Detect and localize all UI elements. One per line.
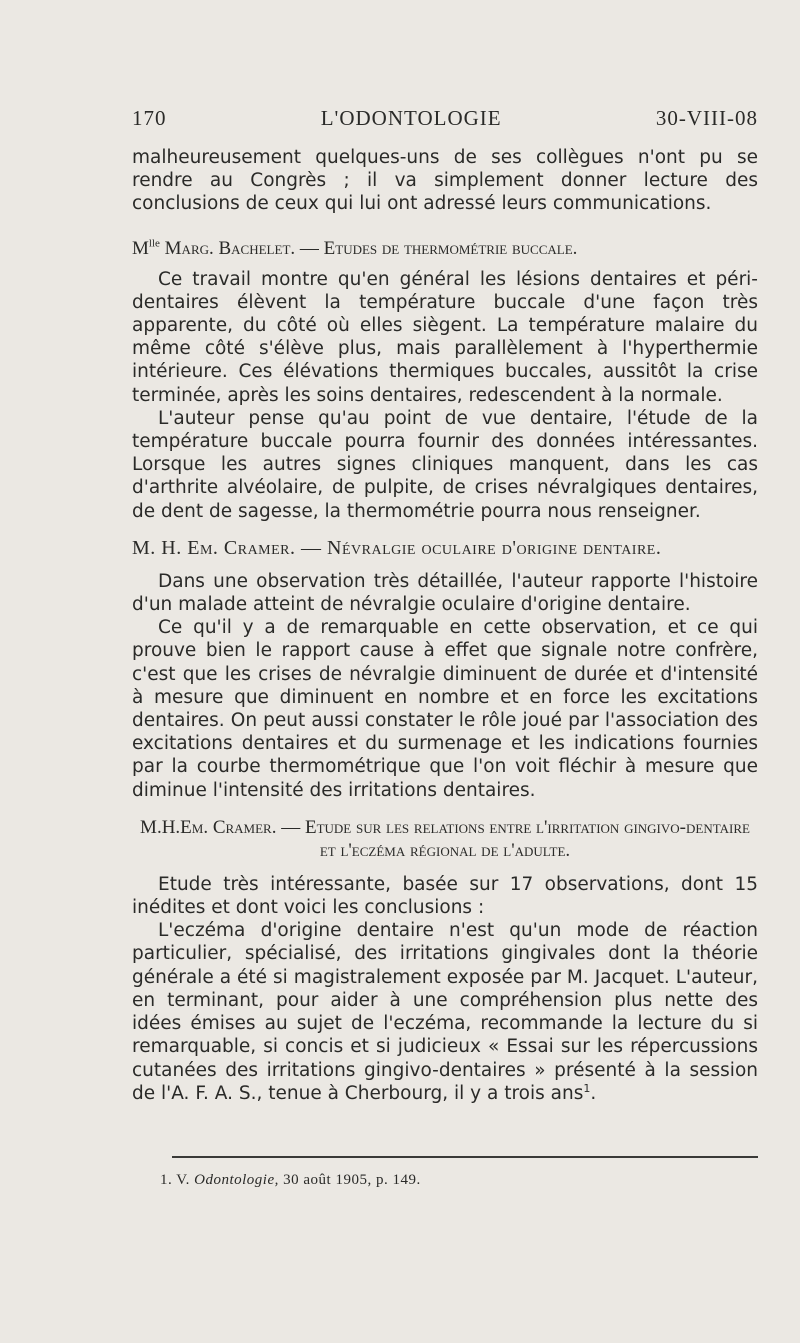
paragraph: Dans une observation très détaillée, l'auteur rapporte l'histoire d'un malade atteint de névralgie oculaire d'origine dentaire. — [132, 570, 758, 616]
author-prefix: M — [132, 237, 149, 259]
footnote-rest: 30 août 1905, p. 149. — [283, 1172, 421, 1188]
paragraph: Ce qu'il y a de remarquable en cette observation, et ce qui prouve bien le rapport cause à effet que signale notre confrère, c'est que les crises de névralgie diminuent de durée et d'intensité à mesure que diminuent en nombre et en force les excitations dentaires. On peut aussi constater le rôle joué par l'association des excitations dentaires et du surmenage et les indications fournies par la courbe thermométrique que l'on voit fléchir à mesure que diminue l'intensité des irritations dentaires. — [132, 617, 758, 801]
paragraph: Ce travail montre qu'en général les lésions dentaires et péri-dentaires élèvent la température buccale d'une façon très apparente, du côté où elles siègent. La température malaire du même côté s'élève plus, mais parallèlement à l'hyperthermie intérieure. Ces élévations thermiques buccales, aussitôt la crise terminée, après les soins dentaires, redescendent à la normale. — [132, 268, 758, 406]
section-title: Etudes de thermométrie buccale. — [323, 237, 578, 259]
footnote-journal: Odontologie, — [194, 1172, 279, 1188]
footnote-ref: 1 — [583, 1081, 591, 1095]
article-body — [132, 146, 758, 1105]
footnote — [160, 1172, 421, 1189]
section-title: Névralgie oculaire d'origine dentaire. — [327, 536, 662, 559]
section-heading-cramer-1 — [132, 537, 758, 560]
section-heading-bachelet — [132, 237, 758, 260]
intro-paragraph: malheureusement quelques-uns de ses collègues n'ont pu se rendre au Congrès ; il va simplement donner lecture des conclusions de ceux qui lui ont adressé leurs communications. — [132, 147, 758, 215]
paragraph — [132, 919, 758, 1105]
section-heading-cramer-2 — [132, 816, 758, 862]
page-number: 170 — [132, 106, 167, 130]
footnote-divider — [172, 1156, 758, 1158]
final-punct: . — [590, 1082, 597, 1104]
paragraph: Etude très intéressante, basée sur 17 observations, dont 15 inédites et dont voici les conclusions : — [132, 873, 758, 919]
author-prefix-sup: lle — [148, 237, 160, 250]
paragraph-text: L'eczéma d'origine dentaire n'est qu'un mode de réaction particulier, spécialisé, des irritations gingivales dont la théorie générale a été si magistralement exposée par M. Jacquet. L'auteur, en terminant, pour aider à une compréhension plus nette des idées émises au sujet de l'eczéma, recommande la lecture du si remarquable, si concis et si judicieux « Essai sur les répercussions cutanées des irritations gingivo-dentaires » présenté à la session de l'A. F. A. S., tenue à Cherbourg, il y a trois ans — [132, 920, 758, 1104]
heading-separator: — — [299, 237, 319, 259]
heading-separator: — — [281, 816, 301, 838]
paragraph: L'auteur pense qu'au point de vue dentaire, l'étude de la température buccale pourra fournir des données intéressantes. Lorsque les autres signes cliniques manquent, dans les cas d'arthrite alvéolaire, de pulpite, de crises névralgiques dentaires, de dent de sagesse, la thermométrie pourra nous renseigner. — [132, 407, 758, 522]
author-name: M.H.Em. Cramer. — [140, 816, 277, 838]
running-header — [132, 106, 758, 131]
journal-title: L'ODONTOLOGIE — [320, 106, 502, 130]
author-name: Marg. Bachelet. — [164, 237, 296, 259]
heading-separator: — — [301, 536, 322, 559]
section-title: Etude sur les relations entre l'irritation gingivo-dentaire et l'eczéma régional de l'adulte. — [304, 816, 750, 861]
footnote-number: 1. — [160, 1172, 173, 1188]
footnote-prefix: V. — [176, 1172, 190, 1188]
author-name: M. H. Em. Cramer. — [132, 536, 296, 559]
issue-date: 30-VIII-08 — [655, 106, 758, 130]
